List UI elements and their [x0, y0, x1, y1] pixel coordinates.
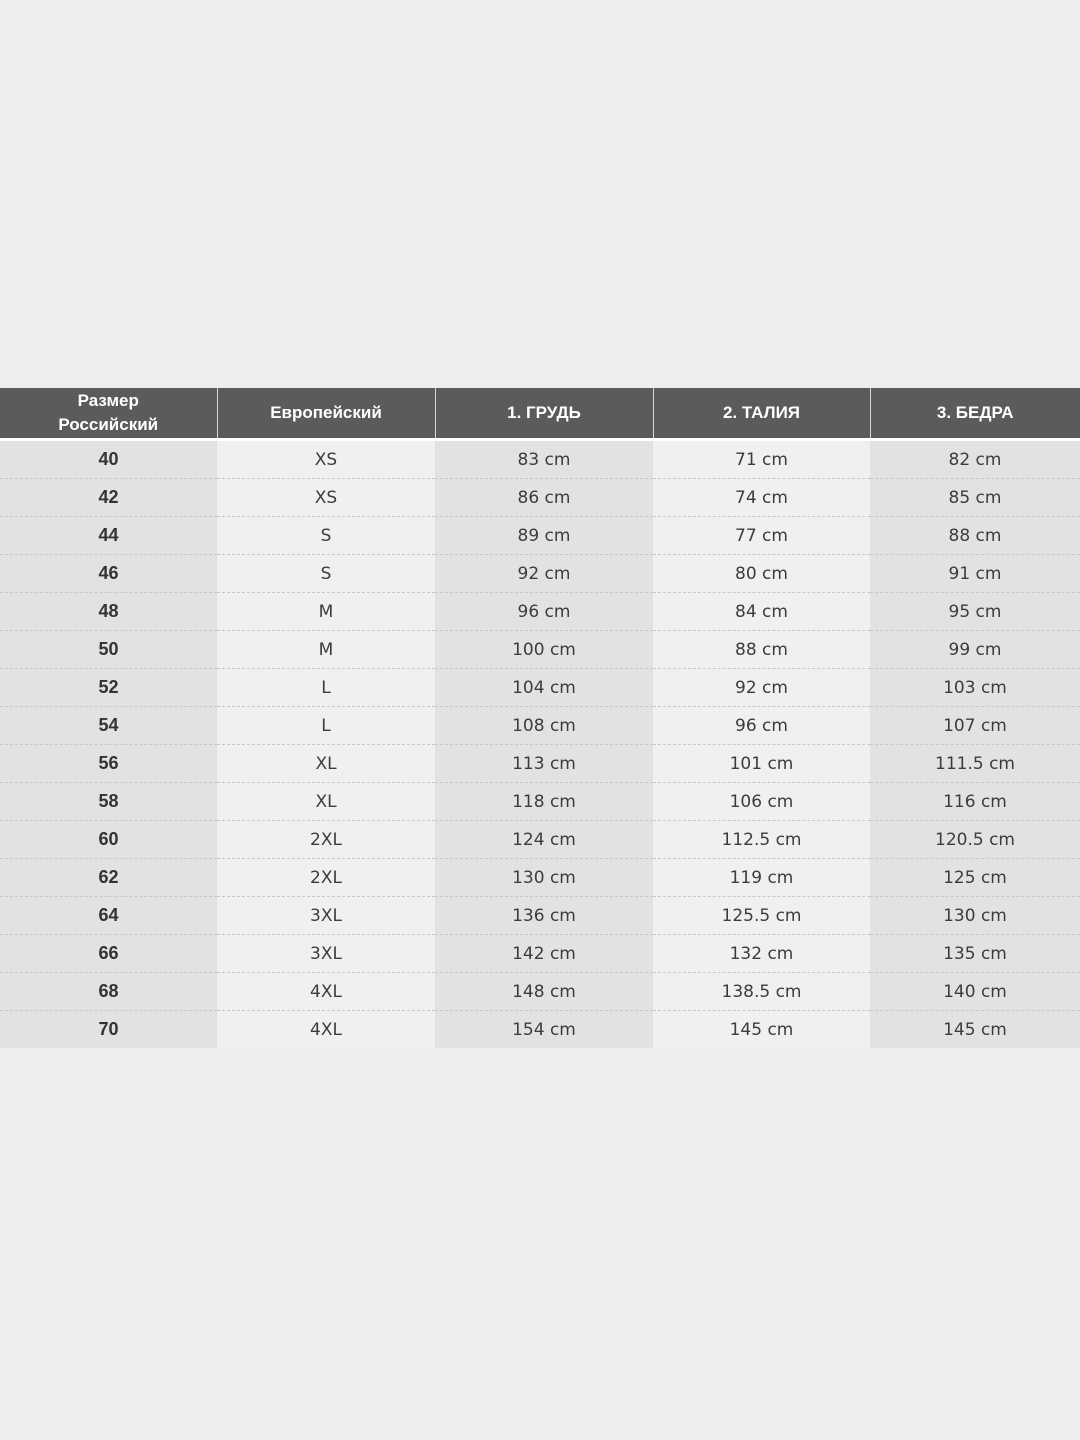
table-row: [0, 859, 1080, 897]
cell-hips: 116 cm: [870, 783, 1080, 821]
cell-hips: 85 cm: [870, 479, 1080, 517]
cell-waist: 80 cm: [653, 555, 870, 593]
cell-ru-size: 54: [0, 707, 217, 745]
table-row: [0, 1011, 1080, 1049]
cell-waist: 106 cm: [653, 783, 870, 821]
header-hips: 3. БЕДРА: [870, 388, 1080, 438]
cell-hips: 135 cm: [870, 935, 1080, 973]
cell-ru-size: 62: [0, 859, 217, 897]
cell-ru-size: 50: [0, 631, 217, 669]
cell-chest: 136 cm: [435, 897, 653, 935]
header-ru-size-line1: Размер: [77, 391, 139, 410]
cell-eu-size: XL: [217, 783, 435, 821]
cell-eu-size: 2XL: [217, 821, 435, 859]
cell-ru-size: 48: [0, 593, 217, 631]
cell-eu-size: XS: [217, 441, 435, 479]
cell-ru-size: 42: [0, 479, 217, 517]
cell-waist: 125.5 cm: [653, 897, 870, 935]
header-eu-size: Европейский: [217, 388, 435, 438]
cell-ru-size: 60: [0, 821, 217, 859]
table-row: [0, 897, 1080, 935]
cell-waist: 96 cm: [653, 707, 870, 745]
cell-eu-size: 2XL: [217, 859, 435, 897]
size-chart-header: [0, 388, 1080, 441]
cell-chest: 118 cm: [435, 783, 653, 821]
cell-waist: 112.5 cm: [653, 821, 870, 859]
cell-eu-size: L: [217, 669, 435, 707]
cell-ru-size: 68: [0, 973, 217, 1011]
cell-ru-size: 46: [0, 555, 217, 593]
cell-chest: 92 cm: [435, 555, 653, 593]
table-row: [0, 517, 1080, 555]
cell-hips: 120.5 cm: [870, 821, 1080, 859]
cell-chest: 96 cm: [435, 593, 653, 631]
cell-ru-size: 52: [0, 669, 217, 707]
cell-hips: 111.5 cm: [870, 745, 1080, 783]
cell-hips: 107 cm: [870, 707, 1080, 745]
cell-chest: 104 cm: [435, 669, 653, 707]
cell-hips: 103 cm: [870, 669, 1080, 707]
cell-waist: 71 cm: [653, 441, 870, 479]
table-row: [0, 441, 1080, 479]
cell-hips: 145 cm: [870, 1011, 1080, 1049]
cell-chest: 86 cm: [435, 479, 653, 517]
header-chest: 1. ГРУДЬ: [435, 388, 653, 438]
cell-eu-size: S: [217, 555, 435, 593]
cell-waist: 92 cm: [653, 669, 870, 707]
cell-hips: 82 cm: [870, 441, 1080, 479]
table-row: [0, 479, 1080, 517]
cell-chest: 108 cm: [435, 707, 653, 745]
cell-chest: 100 cm: [435, 631, 653, 669]
cell-hips: 91 cm: [870, 555, 1080, 593]
table-row: [0, 935, 1080, 973]
cell-hips: 140 cm: [870, 973, 1080, 1011]
cell-ru-size: 70: [0, 1011, 217, 1049]
cell-hips: 130 cm: [870, 897, 1080, 935]
table-row: [0, 821, 1080, 859]
cell-hips: 95 cm: [870, 593, 1080, 631]
header-waist: 2. ТАЛИЯ: [653, 388, 870, 438]
cell-waist: 145 cm: [653, 1011, 870, 1049]
cell-ru-size: 66: [0, 935, 217, 973]
cell-waist: 119 cm: [653, 859, 870, 897]
cell-chest: 124 cm: [435, 821, 653, 859]
cell-chest: 89 cm: [435, 517, 653, 555]
cell-eu-size: 4XL: [217, 1011, 435, 1049]
cell-eu-size: M: [217, 631, 435, 669]
cell-chest: 142 cm: [435, 935, 653, 973]
cell-chest: 148 cm: [435, 973, 653, 1011]
cell-waist: 132 cm: [653, 935, 870, 973]
size-chart-body: [0, 441, 1080, 1048]
cell-eu-size: 4XL: [217, 973, 435, 1011]
cell-ru-size: 64: [0, 897, 217, 935]
header-ru-size-line2: Российский: [58, 415, 159, 434]
cell-hips: 88 cm: [870, 517, 1080, 555]
cell-eu-size: L: [217, 707, 435, 745]
table-row: [0, 593, 1080, 631]
table-row: [0, 707, 1080, 745]
cell-ru-size: 40: [0, 441, 217, 479]
cell-waist: 101 cm: [653, 745, 870, 783]
cell-eu-size: S: [217, 517, 435, 555]
cell-waist: 84 cm: [653, 593, 870, 631]
cell-chest: 154 cm: [435, 1011, 653, 1049]
table-row: [0, 631, 1080, 669]
table-row: [0, 669, 1080, 707]
header-ru-size: [0, 388, 217, 438]
table-row: [0, 555, 1080, 593]
cell-waist: 74 cm: [653, 479, 870, 517]
size-chart-table: [0, 388, 1080, 1048]
cell-eu-size: XS: [217, 479, 435, 517]
cell-hips: 99 cm: [870, 631, 1080, 669]
cell-eu-size: XL: [217, 745, 435, 783]
cell-waist: 138.5 cm: [653, 973, 870, 1011]
cell-eu-size: 3XL: [217, 935, 435, 973]
cell-ru-size: 58: [0, 783, 217, 821]
cell-ru-size: 44: [0, 517, 217, 555]
cell-hips: 125 cm: [870, 859, 1080, 897]
cell-eu-size: M: [217, 593, 435, 631]
cell-waist: 77 cm: [653, 517, 870, 555]
table-row: [0, 973, 1080, 1011]
cell-waist: 88 cm: [653, 631, 870, 669]
cell-ru-size: 56: [0, 745, 217, 783]
cell-eu-size: 3XL: [217, 897, 435, 935]
header-row: [0, 388, 1080, 438]
table-row: [0, 745, 1080, 783]
cell-chest: 130 cm: [435, 859, 653, 897]
table-row: [0, 783, 1080, 821]
cell-chest: 113 cm: [435, 745, 653, 783]
cell-chest: 83 cm: [435, 441, 653, 479]
